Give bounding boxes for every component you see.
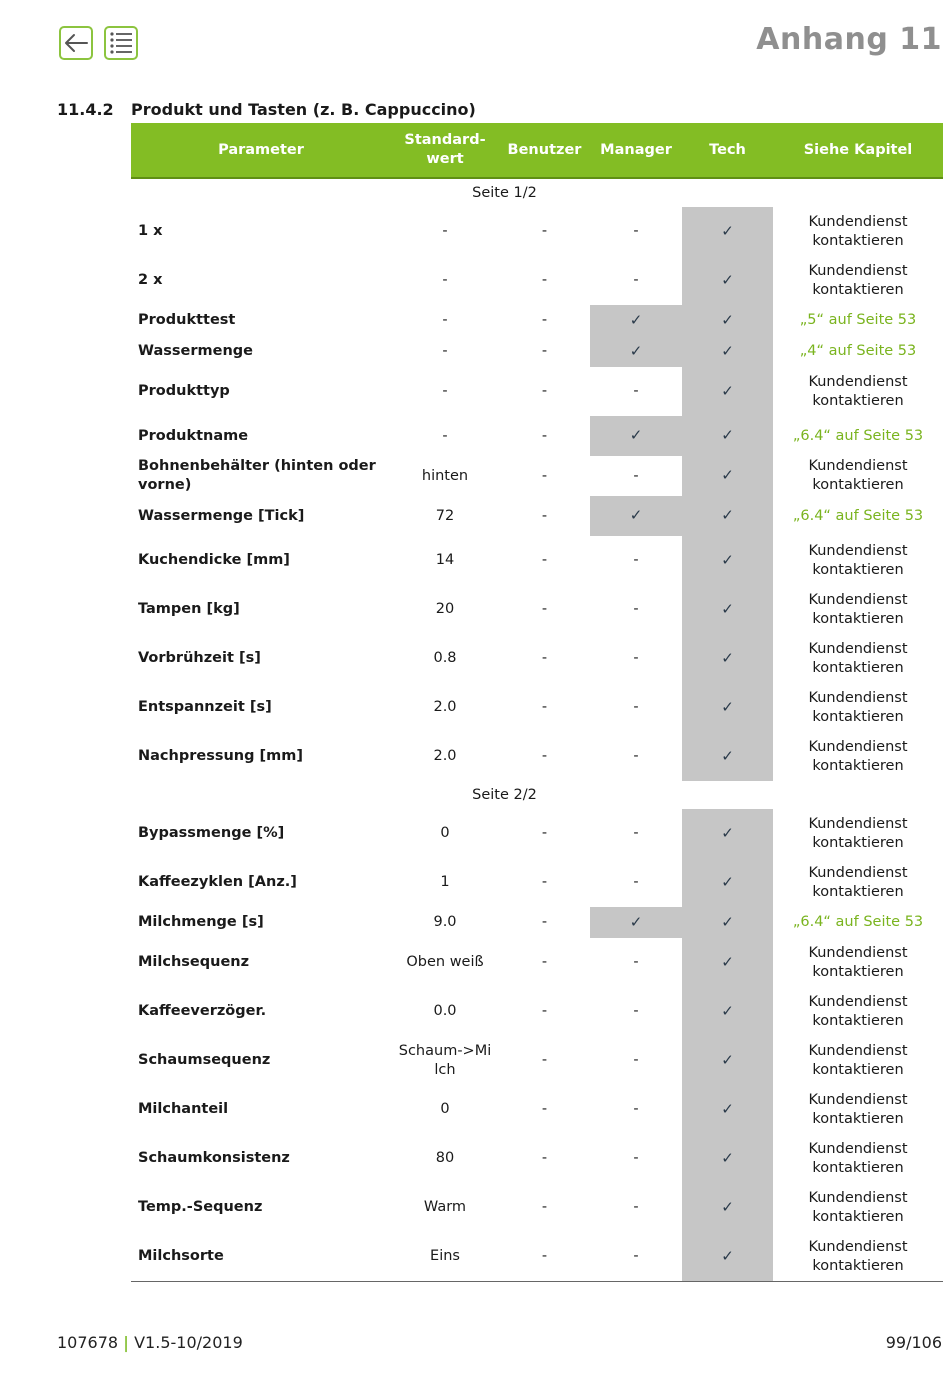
table-row [131, 456, 943, 496]
tech-cell [682, 683, 773, 732]
standard-value: - [442, 383, 448, 399]
manager-cell [590, 907, 682, 938]
checkmark-icon: ✓ [721, 1197, 734, 1216]
benutzer-cell: - [541, 552, 548, 568]
manager-cell: - [633, 1150, 639, 1166]
manager-cell: - [633, 467, 639, 484]
footer-page-number: 99/106 [885, 1333, 942, 1352]
table-row [131, 536, 943, 585]
siehe-kapitel-cell [773, 683, 943, 732]
siehe-kapitel-line1: Kundendienst [808, 738, 908, 755]
tech-cell [682, 858, 773, 907]
siehe-kapitel-line1: Kundendienst [808, 458, 908, 474]
standard-value: 2.0 [433, 748, 457, 764]
checkmark-icon: ✓ [721, 823, 734, 842]
manager-cell: - [633, 223, 639, 239]
siehe-kapitel-line1: Kundendienst [808, 993, 908, 1010]
tech-cell [682, 938, 773, 987]
siehe-kapitel-line1: Kundendienst [808, 864, 908, 881]
standard-value: 2.0 [433, 699, 457, 715]
checkmark-icon: ✓ [721, 952, 734, 971]
siehe-kapitel-line1: Kundendienst [808, 815, 908, 832]
tech-cell [682, 1085, 773, 1134]
chapter-link[interactable]: „6.4“ auf Seite 53 [792, 914, 924, 930]
manager-cell: - [633, 601, 639, 617]
table-header-row [131, 123, 943, 178]
siehe-kapitel-line2: kontaktieren [812, 708, 904, 725]
parameter-name: Kuchendicke [mm] [138, 552, 290, 568]
table-row [131, 416, 943, 456]
table-row [131, 907, 943, 938]
page-label: Seite 2/2 [472, 786, 537, 803]
standard-value: - [442, 312, 448, 328]
column-header-tech: Tech [682, 123, 773, 178]
table-row [131, 496, 943, 536]
siehe-kapitel-line2: kontaktieren [812, 1208, 904, 1225]
siehe-kapitel-line2: kontaktieren [812, 834, 904, 851]
section-number: 11.4.2 [57, 100, 114, 119]
standard-value: 9.0 [433, 914, 457, 930]
siehe-kapitel-line1: Kundendienst [808, 1091, 908, 1108]
siehe-kapitel-line2: kontaktieren [812, 1061, 904, 1078]
siehe-kapitel-cell [773, 367, 943, 416]
siehe-kapitel-cell [773, 207, 943, 256]
siehe-kapitel-cell [773, 305, 943, 336]
standard-value: - [442, 427, 448, 444]
parameter-name: Temp.-Sequenz [138, 1199, 263, 1215]
siehe-kapitel-line1: Kundendienst [808, 1238, 908, 1255]
chapter-link[interactable]: „4“ auf Seite 53 [799, 343, 917, 359]
siehe-kapitel-line1: Kundendienst [808, 1189, 908, 1206]
checkmark-icon: ✓ [629, 506, 643, 524]
footer-doc-info [57, 1333, 243, 1352]
table-row [131, 634, 943, 683]
checkmark-icon: ✓ [721, 466, 734, 484]
siehe-kapitel-line2: kontaktieren [812, 659, 904, 676]
checkmark-icon: ✓ [721, 221, 734, 240]
parameter-name: Kaffeezyklen [Anz.] [138, 874, 297, 890]
manager-cell: - [633, 1199, 639, 1215]
standard-value: 1 [440, 874, 450, 890]
siehe-kapitel-line2: kontaktieren [812, 1110, 904, 1127]
table-body [131, 178, 943, 1282]
standard-value: Schaum->Mi lch [398, 1042, 492, 1078]
parameter-name: Produktname [138, 427, 249, 444]
manager-cell: - [633, 552, 639, 568]
siehe-kapitel-cell [773, 634, 943, 683]
manager-cell: - [633, 272, 639, 288]
tech-cell [682, 536, 773, 585]
standard-value: Warm [423, 1199, 467, 1215]
manager-cell: - [633, 383, 639, 399]
siehe-kapitel-line2: kontaktieren [812, 883, 904, 900]
standard-value: 72 [435, 507, 455, 524]
parameter-name: Vorbrühzeit [s] [138, 650, 261, 666]
parameter-table [131, 123, 943, 1282]
checkmark-icon: ✓ [721, 697, 734, 716]
manager-cell: - [633, 874, 639, 890]
siehe-kapitel-line2: kontaktieren [812, 281, 904, 298]
footer-separator: | [123, 1333, 130, 1352]
benutzer-cell: - [541, 223, 548, 239]
checkmark-icon: ✓ [721, 746, 734, 765]
tech-cell [682, 1232, 773, 1282]
tech-cell [682, 1134, 773, 1183]
section-title: Produkt und Tasten (z. B. Cappuccino) [131, 100, 476, 119]
siehe-kapitel-cell [773, 416, 943, 456]
list-icon [108, 30, 134, 56]
siehe-kapitel-line1: Kundendienst [808, 262, 908, 279]
checkmark-icon: ✓ [721, 648, 734, 667]
parameter-name: 1 x [138, 223, 163, 239]
siehe-kapitel-line1: Kundendienst [808, 1042, 908, 1059]
siehe-kapitel-line2: kontaktieren [812, 232, 904, 249]
checkmark-icon: ✓ [721, 599, 734, 618]
column-header-manager: Manager [590, 123, 682, 178]
checkmark-icon: ✓ [629, 426, 643, 444]
siehe-kapitel-line1: Kundendienst [808, 1140, 908, 1157]
siehe-kapitel-cell [773, 456, 943, 496]
benutzer-cell: - [541, 874, 548, 890]
parameter-name: Tampen [kg] [138, 601, 240, 617]
siehe-kapitel-cell [773, 536, 943, 585]
manager-cell: - [633, 748, 639, 764]
manager-cell: - [633, 1052, 639, 1068]
siehe-kapitel-line1: Kundendienst [808, 591, 908, 608]
checkmark-icon: ✓ [721, 381, 734, 400]
siehe-kapitel-line2: kontaktieren [812, 1257, 904, 1274]
benutzer-cell: - [541, 1003, 548, 1019]
parameter-name: Wassermenge [Tick] [138, 507, 305, 524]
parameter-name: Produkttest [138, 312, 236, 328]
manager-cell [590, 496, 682, 536]
tech-cell [682, 634, 773, 683]
checkmark-icon: ✓ [721, 310, 734, 329]
standard-value: Eins [391, 1232, 499, 1282]
checkmark-icon: ✓ [721, 1148, 734, 1167]
siehe-kapitel-line2: kontaktieren [812, 1159, 904, 1176]
chapter-link[interactable]: „5“ auf Seite 53 [799, 312, 917, 328]
siehe-kapitel-cell [773, 1036, 943, 1085]
benutzer-cell: - [541, 272, 548, 288]
back-button[interactable] [59, 26, 93, 60]
tech-cell [682, 987, 773, 1036]
benutzer-cell: - [541, 1199, 548, 1215]
column-header-parameter: Parameter [131, 123, 391, 178]
manager-cell: - [633, 825, 639, 841]
siehe-kapitel-cell [773, 336, 943, 367]
table-row [131, 1085, 943, 1134]
checkmark-icon: ✓ [721, 1099, 734, 1118]
manager-cell: - [633, 954, 639, 970]
standard-value: 20 [435, 601, 455, 617]
page-label: Seite 1/2 [472, 184, 537, 201]
checkmark-icon: ✓ [721, 872, 734, 891]
table-row [131, 809, 943, 858]
standard-value: - [442, 343, 448, 359]
tech-cell [682, 1183, 773, 1232]
table-row [131, 207, 943, 256]
checkmark-icon: ✓ [721, 1246, 734, 1265]
tech-cell [682, 456, 773, 496]
standard-value: 0.0 [433, 1003, 457, 1019]
parameter-name: Milchsequenz [138, 954, 250, 970]
manager-cell [590, 416, 682, 456]
table-row [131, 256, 943, 305]
chapter-link[interactable]: „6.4“ auf Seite 53 [792, 507, 924, 524]
siehe-kapitel-cell [773, 256, 943, 305]
parameter-name: Milchsorte [131, 1232, 391, 1282]
siehe-kapitel-cell [773, 585, 943, 634]
benutzer-cell: - [541, 1101, 548, 1117]
manager-cell: - [590, 1232, 682, 1282]
siehe-kapitel-line1: Kundendienst [808, 542, 908, 559]
arrow-left-icon [63, 32, 89, 54]
siehe-kapitel-cell [773, 496, 943, 536]
tech-cell [682, 256, 773, 305]
tech-cell [682, 1036, 773, 1085]
standard-value: 0 [440, 1101, 450, 1117]
parameter-name: Entspannzeit [s] [138, 699, 272, 715]
tech-cell [682, 496, 773, 536]
page-label-row [131, 781, 943, 809]
siehe-kapitel-line2: kontaktieren [812, 757, 904, 774]
standard-value: 0 [440, 825, 450, 841]
table-row [131, 336, 943, 367]
standard-value: - [442, 272, 448, 288]
siehe-kapitel-cell [773, 1134, 943, 1183]
tech-cell [682, 416, 773, 456]
siehe-kapitel-line1: Kundendienst [808, 689, 908, 706]
table-row [131, 1134, 943, 1183]
checkmark-icon: ✓ [721, 1050, 734, 1069]
benutzer-cell: - [541, 507, 548, 524]
table-row [131, 732, 943, 781]
benutzer-cell: - [541, 650, 548, 666]
benutzer-cell: - [541, 383, 548, 399]
checkmark-icon: ✓ [721, 550, 734, 569]
siehe-kapitel-line1: Kundendienst [808, 944, 908, 961]
parameter-name: Bypassmenge [%] [138, 825, 285, 841]
benutzer-cell: - [541, 1150, 548, 1166]
benutzer-cell: - [541, 601, 548, 617]
standard-value: 80 [435, 1150, 455, 1166]
benutzer-cell: - [541, 427, 548, 444]
parameter-name: 2 x [138, 272, 163, 288]
table-of-contents-button[interactable] [104, 26, 138, 60]
table-row [131, 1183, 943, 1232]
manager-cell: - [633, 1101, 639, 1117]
table-row [131, 367, 943, 416]
parameter-name: Milchanteil [138, 1101, 229, 1117]
parameter-name: Bohnenbehälter (hinten oder vorne) [138, 458, 376, 493]
column-header-siehe-kapitel: Siehe Kapitel [773, 123, 943, 178]
benutzer-cell: - [499, 1232, 590, 1282]
table-row [131, 305, 943, 336]
siehe-kapitel-cell [773, 1183, 943, 1232]
checkmark-icon: ✓ [629, 341, 643, 360]
siehe-kapitel-line1: Kundendienst [808, 640, 908, 657]
checkmark-icon: ✓ [721, 912, 734, 931]
parameter-table-container [131, 123, 943, 1282]
table-row [131, 858, 943, 907]
benutzer-cell: - [541, 914, 548, 930]
column-header-standard [391, 123, 499, 178]
table-row [131, 938, 943, 987]
siehe-kapitel-line1: Kundendienst [808, 213, 908, 230]
siehe-kapitel-line2: kontaktieren [812, 477, 904, 493]
parameter-name: Wassermenge [138, 343, 253, 359]
siehe-kapitel-line2: kontaktieren [812, 561, 904, 578]
tech-cell [682, 907, 773, 938]
manager-cell: - [633, 1003, 639, 1019]
parameter-name: Nachpressung [mm] [138, 748, 304, 764]
siehe-kapitel-cell [773, 809, 943, 858]
benutzer-cell: - [541, 748, 548, 764]
table-row [131, 585, 943, 634]
benutzer-cell: - [541, 699, 548, 715]
benutzer-cell: - [541, 312, 548, 328]
siehe-kapitel-line2: kontaktieren [812, 1012, 904, 1029]
manager-cell [590, 336, 682, 367]
benutzer-cell: - [541, 1052, 548, 1068]
manager-cell [590, 305, 682, 336]
checkmark-icon: ✓ [721, 1001, 734, 1020]
parameter-name: Schaumkonsistenz [138, 1150, 290, 1166]
siehe-kapitel-cell [773, 1085, 943, 1134]
siehe-kapitel-line1: Kundendienst [808, 373, 908, 390]
manager-cell: - [633, 699, 639, 715]
benutzer-cell: - [541, 343, 548, 359]
siehe-kapitel-cell [773, 907, 943, 938]
table-row [131, 987, 943, 1036]
siehe-kapitel-cell [773, 1232, 943, 1282]
column-header-standard-line2: wert [426, 151, 464, 167]
tech-cell [682, 367, 773, 416]
standard-value: hinten [421, 467, 469, 484]
standard-value: 0.8 [433, 650, 457, 666]
parameter-name: Schaumsequenz [138, 1052, 271, 1068]
benutzer-cell: - [541, 467, 548, 484]
checkmark-icon: ✓ [721, 506, 734, 524]
parameter-name: Milchmenge [s] [138, 914, 264, 930]
column-header-benutzer: Benutzer [499, 123, 590, 178]
footer-version: V1.5-10/2019 [134, 1333, 243, 1352]
benutzer-cell: - [541, 954, 548, 970]
siehe-kapitel-line2: kontaktieren [812, 610, 904, 627]
tech-cell [682, 336, 773, 367]
chapter-title: Anhang 11 [756, 22, 942, 57]
tech-cell [682, 732, 773, 781]
checkmark-icon: ✓ [629, 310, 643, 329]
tech-cell [682, 207, 773, 256]
siehe-kapitel-line2: kontaktieren [812, 392, 904, 409]
table-row [131, 1036, 943, 1085]
standard-value: 14 [435, 552, 455, 568]
siehe-kapitel-cell [773, 732, 943, 781]
parameter-name: Produkttyp [138, 383, 230, 399]
standard-value: - [442, 223, 448, 239]
parameter-name: Kaffeeverzöger. [138, 1003, 267, 1019]
tech-cell [682, 305, 773, 336]
siehe-kapitel-cell [773, 987, 943, 1036]
page-label-row [131, 178, 943, 207]
table-row [131, 1232, 943, 1282]
benutzer-cell: - [541, 825, 548, 841]
checkmark-icon: ✓ [721, 426, 734, 444]
standard-value: Oben weiß [406, 954, 484, 970]
column-header-standard-line1: Standard- [404, 132, 486, 148]
footer-doc-number: 107678 [57, 1333, 119, 1352]
tech-cell [682, 809, 773, 858]
siehe-kapitel-cell [773, 858, 943, 907]
checkmark-icon: ✓ [629, 912, 643, 931]
chapter-link[interactable]: „6.4“ auf Seite 53 [792, 427, 924, 444]
manager-cell: - [633, 650, 639, 666]
siehe-kapitel-cell [773, 938, 943, 987]
checkmark-icon: ✓ [721, 341, 734, 360]
siehe-kapitel-line2: kontaktieren [812, 963, 904, 980]
table-row [131, 683, 943, 732]
checkmark-icon: ✓ [721, 270, 734, 289]
tech-cell [682, 585, 773, 634]
